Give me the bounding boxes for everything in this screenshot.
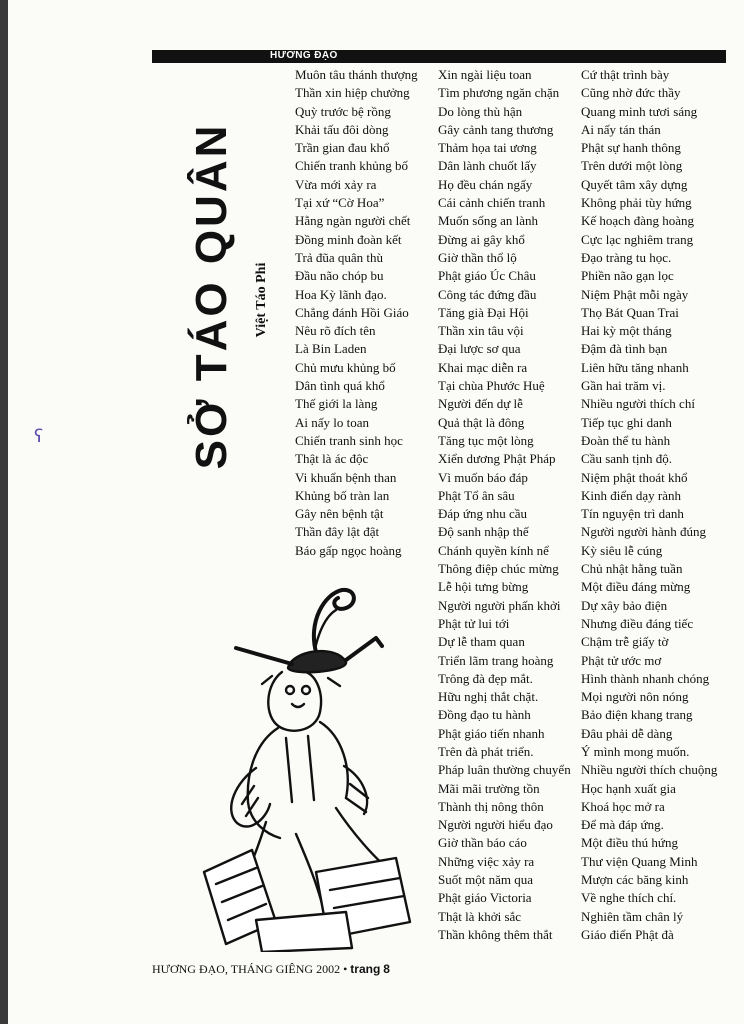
poem-line: Muôn tâu thánh thượng xyxy=(295,67,418,82)
poem-line: Vừa mới xảy ra xyxy=(295,176,377,192)
poem-line: Trên dưới một lòng xyxy=(581,158,683,174)
poem-line: Mượn các băng kinh xyxy=(581,872,689,888)
poem-line: Họ đều chán ngấy xyxy=(438,176,533,192)
poem-line: Suốt một năm qua xyxy=(438,872,533,888)
poem-line: Cực lạc nghiêm trang xyxy=(581,231,694,247)
footer-page-word: trang xyxy=(350,962,381,976)
poem-line: Thật là ác độc xyxy=(295,451,369,467)
poem-line: Ai nấy lo toan xyxy=(295,414,370,430)
poem-line: Gây cảnh tang thương xyxy=(438,121,554,137)
poem-line: Bảo điện khang trang xyxy=(581,707,693,723)
poem-line: Kỳ siêu lễ cúng xyxy=(581,542,663,558)
poem-line: Xin ngài liệu toan xyxy=(438,67,532,82)
poem-line: Triển lãm trang hoàng xyxy=(438,652,554,668)
margin-pen-mark: ʕ xyxy=(34,426,44,447)
poem-line: Đầu não chóp bu xyxy=(295,268,384,284)
poem-line: Phật giáo tiến nhanh xyxy=(438,725,545,741)
poem-line: Thật là khởi sắc xyxy=(438,908,522,924)
poem-line: Hữu nghị thắt chặt. xyxy=(438,689,539,705)
poem-line: Về nghe thích chí. xyxy=(581,890,677,906)
poem-line: Hai kỳ một tháng xyxy=(581,323,672,339)
poem-column-2 xyxy=(438,66,571,944)
poem-line: Do lòng thù hận xyxy=(438,103,523,119)
poem-line: Dân tình quá khổ xyxy=(295,378,385,394)
poem-line: Thần xin tâu vội xyxy=(438,323,524,339)
poem-line: Báo gấp ngọc hoàng xyxy=(295,542,402,558)
scan-left-edge xyxy=(0,0,8,1024)
poem-line: Thọ Bát Quan Trai xyxy=(581,304,679,320)
kitchen-god-illustration xyxy=(196,572,424,952)
poem-line: Xiển dương Phật Pháp xyxy=(438,451,556,467)
poem-line: Giáo điển Phật đà xyxy=(581,926,674,942)
poem-line: Thế giới la làng xyxy=(295,396,378,412)
poem-line: Cầu sanh tịnh độ. xyxy=(581,451,672,467)
poem-line: Kế hoạch đàng hoàng xyxy=(581,213,694,229)
poem-line: Nhiều người thích chí xyxy=(581,396,695,412)
poem-line: Khai mạc diễn ra xyxy=(438,359,528,375)
footer-page-number: 8 xyxy=(383,962,390,976)
poem-line: Cứ thật trình bày xyxy=(581,67,670,82)
poem-line: Liên hữu tăng nhanh xyxy=(581,359,689,375)
poem-line: Nhưng điều đáng tiếc xyxy=(581,615,694,631)
poem-line: Học hạnh xuất gia xyxy=(581,780,676,796)
page-title: SỞ TÁO QUÂN xyxy=(187,122,236,470)
poem-line: Đồng minh đoàn kết xyxy=(295,231,402,247)
poem-line: Người người hiểu đạo xyxy=(438,817,553,833)
poem-line: Kinh điển dạy rành xyxy=(581,487,682,503)
poem-line: Vì muốn báo đáp xyxy=(438,469,528,485)
poem-line: Tiếp tục ghi danh xyxy=(581,414,672,430)
poem-line: Cái cảnh chiến tranh xyxy=(438,195,546,211)
poem-line: Đại lược sơ qua xyxy=(438,341,521,357)
poem-column-3 xyxy=(581,66,717,944)
poem-line: Phật sự hanh thông xyxy=(581,140,681,156)
poem-line: Hoa Kỳ lãnh đạo. xyxy=(295,286,387,302)
poem-line: Trả đũa quân thù xyxy=(295,249,383,265)
poem-line: Chiến tranh khủng bố xyxy=(295,158,409,174)
poem-line: Không phải tùy hứng xyxy=(581,195,692,211)
poem-line: Thảm họa tai ương xyxy=(438,140,537,156)
poem-line: Phật tử ước mơ xyxy=(581,652,662,668)
section-header-label: HƯƠNG ĐẠO xyxy=(270,50,338,61)
poem-line: Người người hành đúng xyxy=(581,524,706,540)
poem-line: Quyết tâm xây dựng xyxy=(581,176,688,192)
poem-line: Một điều đáng mừng xyxy=(581,579,691,595)
poem-line: Ai nấy tán thán xyxy=(581,121,661,137)
poem-line: Mãi mãi trường tồn xyxy=(438,780,540,796)
poem-line: Đáp ứng nhu cầu xyxy=(438,506,527,522)
poem-line: Quỳ trước bệ rồng xyxy=(295,103,391,119)
poem-line: Dự xây bảo điện xyxy=(581,597,668,613)
poem-line: Thần đây lật đật xyxy=(295,524,380,540)
poem-line: Phật Tổ ân sâu xyxy=(438,487,515,503)
poem-line: Mọi người nôn nóng xyxy=(581,689,689,705)
poem-line: Giờ thần thổ lộ xyxy=(438,249,517,265)
poem-line: Chủ nhật hằng tuần xyxy=(581,561,683,577)
poem-line: Gây nên bệnh tật xyxy=(295,506,384,522)
poem-line: Cũng nhờ đức thầy xyxy=(581,85,681,101)
poem-line: Chẳng đánh Hồi Giáo xyxy=(295,304,409,320)
poem-line: Phật giáo Victoria xyxy=(438,890,532,906)
poem-line: Trông đà đẹp mắt. xyxy=(438,670,533,686)
poem-line: Vi khuẩn bệnh than xyxy=(295,469,397,485)
poem-line: Trần gian đau khổ xyxy=(295,140,390,156)
poem-line: Dự lễ tham quan xyxy=(438,634,525,650)
poem-line: Thần xin hiệp chưởng xyxy=(295,85,410,101)
poem-line: Người người phấn khởi xyxy=(438,597,561,613)
poem-line: Niệm phật thoát khổ xyxy=(581,469,688,485)
poem-line: Công tác đứng đầu xyxy=(438,286,537,302)
poem-line: Đồng đạo tu hành xyxy=(438,707,531,723)
poem-line: Thành thị nông thôn xyxy=(438,798,544,814)
poem-line: Tăng tục một lòng xyxy=(438,432,534,448)
section-header-bar xyxy=(152,50,726,63)
poem-line: Chiến tranh sinh học xyxy=(295,432,403,448)
poem-column-1 xyxy=(295,66,418,560)
poem-line: Nêu rõ đích tên xyxy=(295,323,376,339)
poem-line: Tín nguyện trì danh xyxy=(581,506,684,522)
poem-line: Pháp luân thường chuyển xyxy=(438,762,571,778)
poem-line: Muốn sống an lành xyxy=(438,213,539,229)
poem-line: Đừng ai gây khổ xyxy=(438,231,525,247)
poem-line: Thần không thêm thắt xyxy=(438,926,553,942)
author-byline: Việt Táo Phi xyxy=(254,262,269,338)
poem-line: Là Bin Laden xyxy=(295,341,367,357)
poem-line: Chánh quyền kính nể xyxy=(438,542,549,558)
poem-line: Phật giáo Úc Châu xyxy=(438,268,536,284)
poem-line: Thông điệp chúc mừng xyxy=(438,561,559,577)
poem-line: Đậm đà tình bạn xyxy=(581,341,668,357)
poem-line: Tìm phương ngăn chặn xyxy=(438,85,560,101)
poem-line: Niệm Phật mỗi ngày xyxy=(581,286,689,302)
poem-line: Hình thành nhanh chóng xyxy=(581,670,710,686)
poem-line: Khải tấu đôi dòng xyxy=(295,121,389,137)
poem-line: Lễ hội tưng bừng xyxy=(438,579,529,595)
poem-line: Phiền não gạn lọc xyxy=(581,268,674,284)
poem-line: Gần hai trăm vị. xyxy=(581,378,666,394)
poem-line: Đoàn thể tu hành xyxy=(581,432,671,448)
page-footer xyxy=(152,962,390,977)
poem-line: Phật tử lui tới xyxy=(438,615,510,631)
poem-line: Tăng già Đại Hội xyxy=(438,304,529,320)
poem-line: Chậm trễ giấy tờ xyxy=(581,634,669,650)
poem-line: Trên đà phát triển. xyxy=(438,743,534,759)
poem-line: Một điều thú hứng xyxy=(581,835,678,851)
footer-bullet: • xyxy=(343,962,348,976)
poem-line: Nhiều người thích chuộng xyxy=(581,762,718,778)
poem-line: Quang minh tươi sáng xyxy=(581,103,698,119)
poem-line: Chủ mưu khủng bố xyxy=(295,359,396,375)
poem-line: Thư viện Quang Minh xyxy=(581,853,698,869)
poem-line: Để mà đáp ứng. xyxy=(581,817,664,833)
poem-line: Đạo tràng tu học. xyxy=(581,249,672,265)
poem-line: Giờ thần báo cáo xyxy=(438,835,527,851)
poem-line: Tại xứ “Cờ Hoa” xyxy=(295,195,385,211)
poem-line: Quả thật là đông xyxy=(438,414,525,430)
poem-line: Khủng bố tràn lan xyxy=(295,487,390,503)
poem-line: Tại chùa Phước Huệ xyxy=(438,378,545,394)
poem-line: Khoá học mở ra xyxy=(581,798,665,814)
poem-line: Hằng ngàn người chết xyxy=(295,213,411,229)
footer-publication: HƯƠNG ĐẠO, THÁNG GIÊNG 2002 xyxy=(152,962,341,976)
poem-line: Nghiên tầm chân lý xyxy=(581,908,684,924)
poem-line: Những việc xảy ra xyxy=(438,853,535,869)
poem-line: Dân lành chuốt lấy xyxy=(438,158,537,174)
poem-line: Ý mình mong muốn. xyxy=(581,743,690,759)
poem-line: Đâu phải dễ dàng xyxy=(581,725,673,741)
poem-line: Người đến dự lễ xyxy=(438,396,523,412)
poem-line: Độ sanh nhập thế xyxy=(438,524,529,540)
